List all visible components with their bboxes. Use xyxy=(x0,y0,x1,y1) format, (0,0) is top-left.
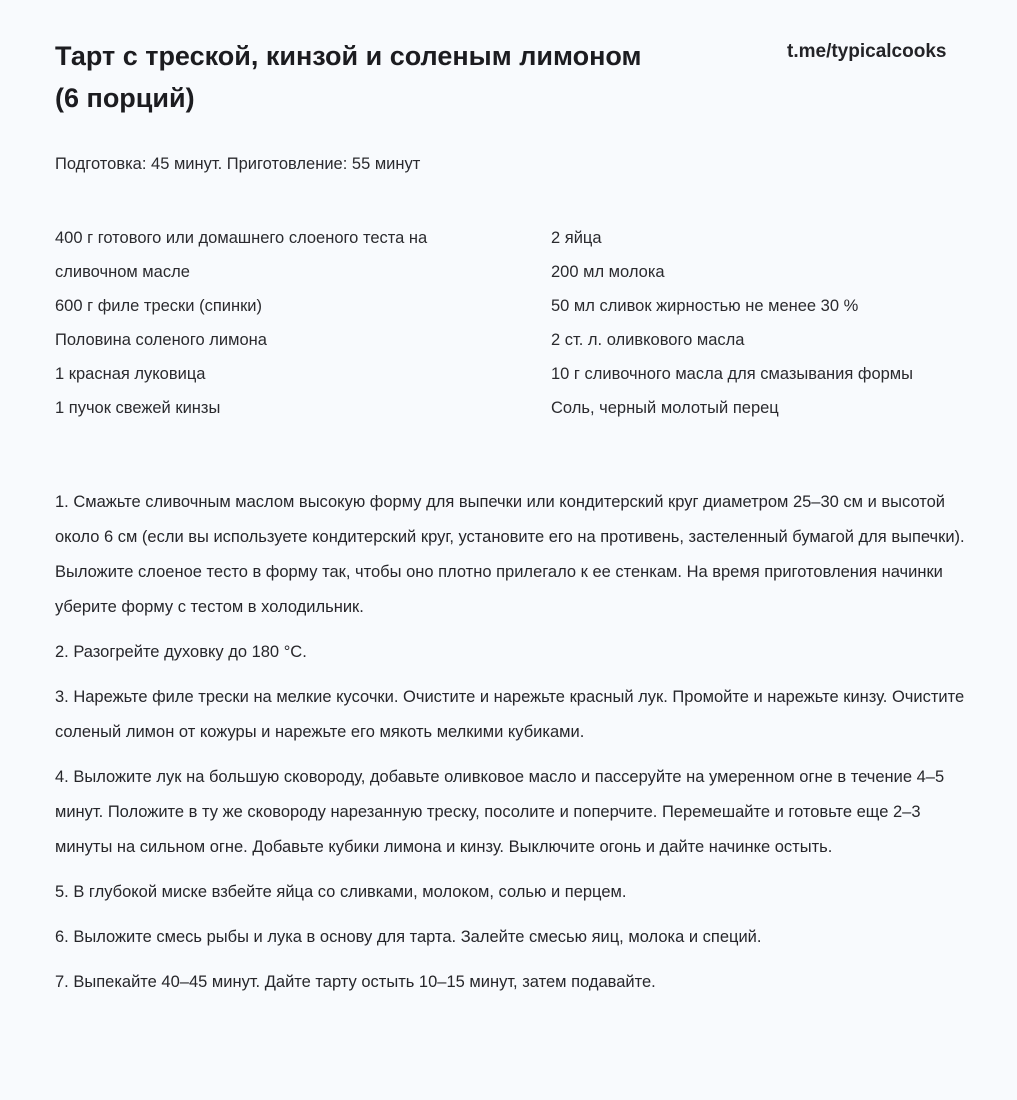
instruction-step: 4. Выложите лук на большую сковороду, добавьте оливковое масло и пассеруйте на умеренном огне в течение 4–5 минут. Положите в ту же сковороду нарезанную треску, посолите и поперчите. Перемешайте и готовьте еще 2–3 минуты на сильном огне. Добавьте кубики лимона и кинзу. Выключите огонь и дайте начинке остыть. xyxy=(55,768,945,856)
ingredient-item: Половина соленого лимона xyxy=(55,331,267,349)
instruction-step: 2. Разогрейте духовку до 180 °С. xyxy=(55,643,307,661)
recipe-title-servings: (6 порций) xyxy=(55,83,195,113)
ingredient-item: 200 мл молока xyxy=(551,263,665,281)
ingredient-item: 10 г сливочного масла для смазывания формы xyxy=(551,365,914,383)
recipe-title-line-1: Тарт с треской, кинзой и соленым лимоном xyxy=(55,41,642,71)
instruction-step: 6. Выложите смесь рыбы и лука в основу для тарта. Залейте смесью яиц, молока и специй. xyxy=(55,928,762,946)
instruction-step: 7. Выпекайте 40–45 минут. Дайте тарту остыть 10–15 минут, затем подавайте. xyxy=(55,973,656,991)
ingredients-left-column xyxy=(55,221,495,425)
recipe-title xyxy=(55,35,755,119)
ingredient-item: 50 мл сливок жирностью не менее 30 % xyxy=(551,297,859,315)
ingredient-item: 2 ст. л. оливкового масла xyxy=(551,331,745,349)
ingredient-item: 2 яйца xyxy=(551,229,602,247)
ingredient-item: 400 г готового или домашнего слоеного теста на сливочном масле xyxy=(55,229,428,281)
ingredient-item: 1 красная луковица xyxy=(55,365,206,383)
prep-time: Подготовка: 45 минут. Приготовление: 55 минут xyxy=(55,155,421,173)
instruction-step: 1. Смажьте сливочным маслом высокую форму для выпечки или кондитерский круг диаметром 25–30 см и высотой около 6 см (если вы используете кондитерский круг, установите его на противень, застеленный бумагой для выпечки). Выложите слоеное тесто в форму так, чтобы оно плотно прилегало к ее стенкам. На время приготовления начинки уберите форму с тестом в холодильник. xyxy=(55,493,965,616)
instruction-step: 5. В глубокой миске взбейте яйца со сливками, молоком, солью и перцем. xyxy=(55,883,627,901)
instruction-step: 3. Нарежьте филе трески на мелкие кусочки. Очистите и нарежьте красный лук. Промойте и нарежьте кинзу. Очистите соленый лимон от кожуры и нарежьте его мякоть мелкими кубиками. xyxy=(55,688,965,741)
instructions-list xyxy=(55,485,965,1010)
source-link[interactable]: t.me/typicalcooks xyxy=(787,41,947,62)
ingredient-item: 1 пучок свежей кинзы xyxy=(55,399,221,417)
ingredient-item: 600 г филе трески (спинки) xyxy=(55,297,263,315)
ingredients-right-column xyxy=(551,221,1011,425)
ingredient-item: Соль, черный молотый перец xyxy=(551,399,779,417)
